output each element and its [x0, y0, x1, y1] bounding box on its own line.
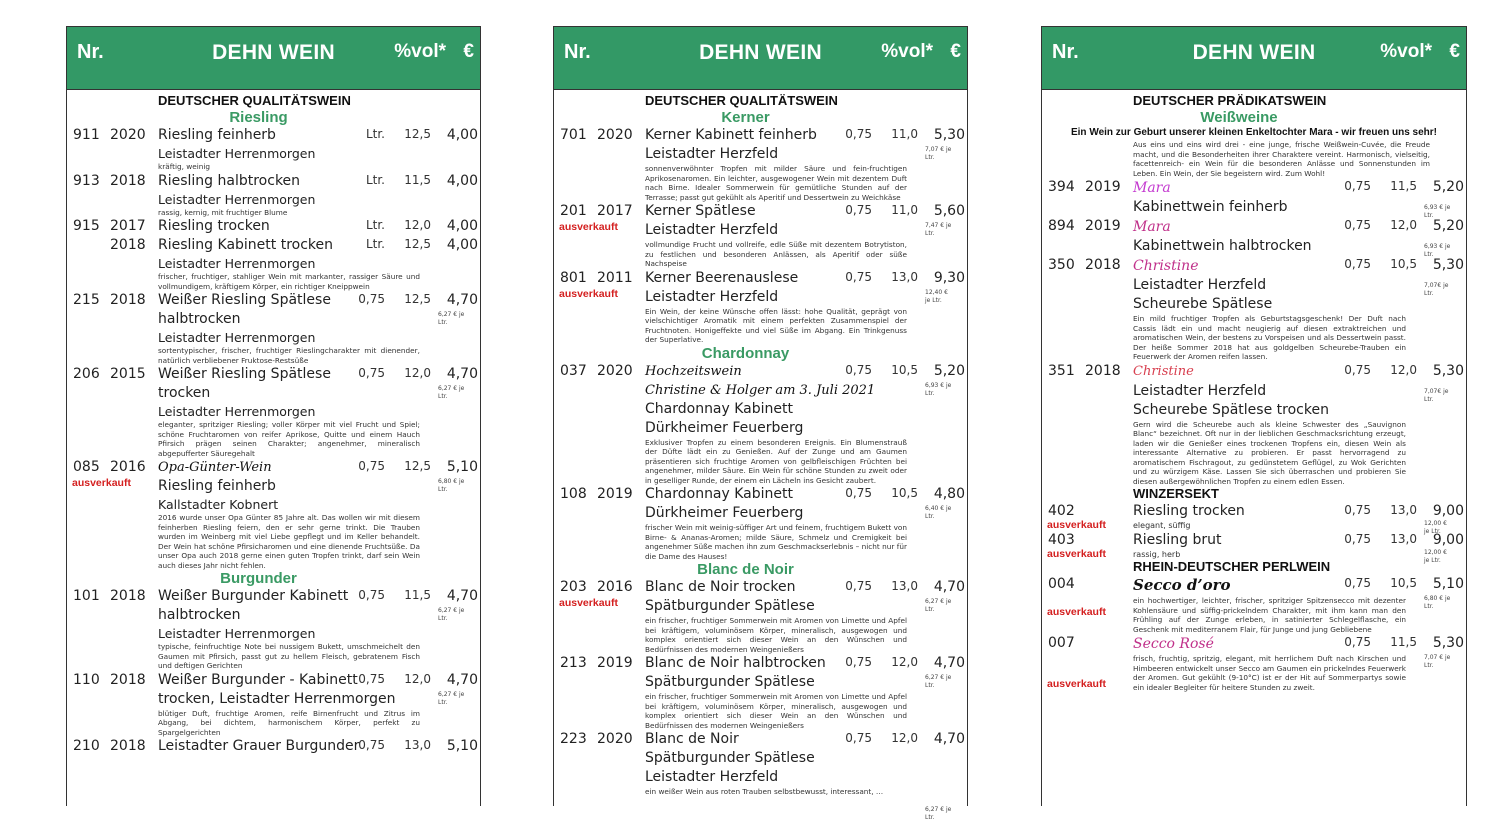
wine-entry [67, 671, 480, 738]
wine-entry [554, 362, 967, 486]
price-per-liter: 6,27 € je Ltr. [925, 598, 952, 613]
wine-entry [554, 269, 967, 345]
wine-alcohol: 11,0 [891, 203, 918, 217]
wine-price: 4,70 [446, 588, 478, 604]
header-title: DEHN WEIN [699, 41, 822, 64]
sold-out-badge: ausverkauft [72, 477, 131, 489]
wine-location: Leistadter Herzfeld [645, 222, 779, 238]
wine-location: Leistadter Herzfeld [645, 288, 779, 305]
wine-name: Scheurebe Spätlese [1133, 296, 1273, 312]
wine-name: trocken [158, 385, 211, 401]
wine-location: Dürkheimer Feuerberg [645, 505, 804, 521]
wine-special-name: Christine [1133, 363, 1194, 379]
wine-price: 4,00 [446, 127, 478, 143]
price-per-liter: 12,40 € je Ltr. [925, 288, 948, 304]
wine-description: Ein mild fruchtiger Tropfen als Geburtstagsgeschenk! Der Duft nach Cassis lädt ein und macht neugierig auf diesen extraktreichen und aromatischen Wein, der bestens zu Vorspeisen und als Dessertwein passt. Der heiße Sommer 2018 hat aus goldgelben Scheurebe-Trauben ein Feuerwerk der Aromen reifen lassen. [1133, 314, 1406, 361]
wine-size: 0,75 [845, 655, 872, 669]
wine-special-name: Mara [1133, 180, 1171, 196]
sold-out-badge: ausverkauft [1047, 606, 1106, 618]
wine-year: 2016 [110, 459, 146, 475]
wine-price: 9,30 [933, 269, 965, 286]
wine-location: Leistadter Herrenmorgen [158, 330, 316, 345]
wine-size: 0,75 [845, 203, 872, 217]
price-per-liter: 6,27 € je Ltr. [438, 690, 465, 706]
category-heading: DEUTSCHER QUALITÄTSWEIN [158, 93, 351, 108]
price-per-liter: 6,27 € je Ltr. [925, 806, 952, 821]
category-heading: DEUTSCHER QUALITÄTSWEIN [645, 93, 838, 108]
section-heading-blanc-de-noir: Blanc de Noir [697, 561, 794, 578]
wine-alcohol: 12,0 [404, 366, 431, 380]
wine-entry [67, 365, 480, 458]
section-heading-kerner: Kerner [721, 109, 770, 126]
wine-name: Weißer Riesling Spätlese [158, 366, 331, 382]
price-per-liter: 6,93 € je Ltr. [1424, 204, 1451, 219]
wine-size: 0,75 [358, 588, 385, 602]
wine-description: rassig, herb [1133, 549, 1181, 559]
sold-out-badge: ausverkauft [1047, 519, 1106, 531]
wine-price: 4,00 [446, 237, 478, 253]
wine-description: 2016 wurde unser Opa Günter 85 Jahre alt. Das wollen wir mit diesem feinherben Riesling feiern, den er sehr gerne trinkt. Die Trauben wurden im Weinberg mit viel Liebe gepflegt und im Keller behandelt. Der Wein hat schöne Pfirsicharomen und eine dienende Fruchtsüße. Da unser Opa auch 2018 gerne einen guten Tropfen trinkt, darf sein Wein auch dieses Jahr nicht fehlen. [158, 513, 420, 570]
wine-price: 5,10 [1432, 576, 1464, 592]
page-header [67, 27, 480, 90]
wine-size: 0,75 [358, 459, 385, 473]
wine-entry [554, 730, 967, 821]
wine-list-page-3 [1041, 26, 1467, 806]
wine-size: 0,75 [1344, 635, 1371, 649]
wine-size: 0,75 [845, 731, 872, 745]
wine-number: 911 [73, 127, 100, 143]
wine-location: Leistadter Herzfeld [645, 146, 779, 162]
wine-number: 223 [560, 731, 587, 747]
wine-size: Ltr. [365, 172, 385, 187]
wine-description: ein frischer, fruchtiger Sommerwein mit Aromen von Limette und Apfel bei kräftigem, voluminösem Körper, mineralisch, ausgewogen und komplex orientiert sich dieser Wein an den Wünschen und Bedürfnissen des modernen Weingenießers [645, 692, 907, 730]
header-vol: %vol* [1380, 41, 1432, 62]
wine-alcohol: 12,5 [404, 237, 431, 251]
wine-entry [1042, 634, 1466, 692]
wine-size: 0,75 [358, 366, 385, 380]
wine-location: Leistadter Herzfeld [1133, 382, 1267, 399]
wine-price: 5,30 [1432, 257, 1464, 273]
wine-year: 2018 [1085, 362, 1121, 379]
wine-number: 915 [73, 218, 100, 234]
wine-list-page-2 [553, 26, 968, 821]
wine-price: 5,30 [933, 127, 965, 143]
notice-text: Ein Wein zur Geburt unserer kleinen Enkeltochter Mara - wir freuen uns sehr! [1070, 127, 1437, 138]
wine-year: 2018 [110, 588, 146, 604]
wine-description: vollmundige Frucht und vollreife, edle Süße mit dezentem Botrytiston, zu festlichen und besonderen Anlässen, als Aperitif oder süße Nachspeise [645, 240, 907, 268]
sold-out-badge: ausverkauft [1047, 547, 1106, 560]
wine-number: 394 [1048, 179, 1075, 195]
wine-size: Ltr. [365, 237, 385, 251]
wine-year: 2016 [597, 579, 633, 595]
wine-name: Kerner Kabinett feinherb [645, 127, 817, 143]
wine-entry [554, 126, 967, 202]
wine-description: blütiger Duft, fruchtige Aromen, reife Birnenfrucht und Zitrus im Abgang, bei dichtem, harmonischem Körper, perfekt zu Spargelgerichten [158, 708, 420, 737]
wine-year: 2020 [597, 362, 633, 379]
wine-price: 5,30 [1432, 635, 1464, 651]
wine-price: 9,00 [1432, 503, 1464, 519]
wine-name: Weißer Riesling Spätlese [158, 292, 331, 308]
wine-location: Leistadter Herrenmorgen [158, 404, 316, 419]
price-per-liter: 7,07 € je Ltr. [1424, 654, 1451, 669]
wine-alcohol: 12,0 [891, 731, 918, 745]
wine-description: sonnenverwöhnter Tropfen mit milder Säure und fein-fruchtigen Aprikosenaromen. Ein leichter, ausgewogener Wein mit dezentem Duft nach Birne. Idealer Sommerwein für gemütliche Stunden auf der Terrasse; passt gut gekühlt als Aperitif und Dessertwein zu Weichkäse [645, 164, 907, 202]
price-per-liter: 12,00 € je Ltr. [1424, 548, 1447, 564]
wine-description: typische, feinfruchtige Note bei nussigem Bukett, umschmeichelt den Gaumen mit Pfirsich, passt gut zu hellem Fleisch, gebratenem Fisch und deftigen Gerichten [158, 642, 420, 670]
price-per-liter: 7,07€ je Ltr. [1424, 387, 1449, 403]
section-heading-burgunder: Burgunder [220, 570, 297, 587]
wine-list-page-1 [66, 26, 481, 806]
wine-name: Blanc de Noir [645, 731, 739, 747]
wine-entry [1042, 502, 1466, 535]
wine-special-name: Christine [1133, 258, 1199, 274]
wine-number: 350 [1048, 257, 1075, 273]
wine-location: Spätburgunder Spätlese [645, 750, 815, 766]
wine-year: 2018 [110, 172, 146, 189]
wine-size: Ltr. [365, 127, 385, 141]
wine-year: 2020 [110, 127, 146, 143]
wine-number: 085 [73, 459, 100, 475]
sold-out-badge: ausverkauft [559, 597, 618, 609]
wine-description: sortentypischer, frischer, fruchtiger Rieslingcharakter mit dienender, natürlich verbliebener Fruktose-Restsüße [158, 346, 420, 365]
wine-alcohol: 13,0 [1390, 503, 1417, 517]
wine-number: 004 [1048, 576, 1075, 592]
wine-name: halbtrocken [158, 607, 241, 623]
wine-entry [67, 458, 480, 570]
wine-size: 0,75 [1344, 531, 1371, 546]
category-heading-perlwein: RHEIN-DEUTSCHER PERLWEIN [1133, 559, 1331, 574]
wine-price: 5,10 [446, 459, 478, 475]
wine-special-name: Secco Rosé [1133, 636, 1214, 652]
price-per-liter: 7,07€ je Ltr. [1424, 282, 1449, 297]
wine-year: 2011 [597, 269, 633, 286]
wine-size: 0,75 [358, 671, 385, 686]
wine-price: 5,30 [1432, 362, 1464, 379]
wine-alcohol: 12,5 [404, 459, 431, 473]
wine-price: 9,00 [1432, 531, 1464, 548]
wine-size: 0,75 [845, 486, 872, 500]
price-per-liter: 6,27 € je Ltr. [925, 674, 952, 689]
wine-alcohol: 12,0 [1390, 218, 1417, 232]
wine-year: 2019 [597, 655, 633, 671]
wine-number: 894 [1048, 218, 1075, 234]
wine-price: 4,70 [446, 292, 478, 308]
wine-name: Riesling brut [1133, 531, 1222, 548]
wine-description: elegant, süffig [1133, 521, 1191, 530]
wine-number: 101 [73, 588, 100, 604]
wine-entry [1042, 256, 1466, 362]
wine-entry [554, 578, 967, 654]
wine-size: 0,75 [1344, 218, 1371, 232]
wine-price: 4,70 [933, 655, 965, 671]
price-per-liter: 6,80 € je Ltr. [438, 478, 465, 493]
wine-name: Blanc de Noir trocken [645, 579, 796, 595]
wine-alcohol: 13,0 [1390, 531, 1417, 546]
intro-text: Aus eins und eins wird drei - eine junge, frische Weißwein-Cuvée, die Freude macht, und die Besonderheiten ihrer Charaktere vereint. Harmonisch, vielseitig, facettenreich- ein Wein für die besonderen Anlässe und Sonnenstunden im Leben. Ein Wein, der Sie begeistern wird. Zum Wohl! [1133, 140, 1430, 178]
wine-alcohol: 12,5 [404, 127, 431, 141]
wine-special-name: Mara [1133, 219, 1171, 235]
wine-entry [1042, 217, 1466, 256]
wine-location: Dürkheimer Feuerberg [645, 419, 804, 436]
wine-alcohol: 12,5 [404, 292, 431, 306]
wine-price: 5,20 [1432, 179, 1464, 195]
price-per-liter: 7,07 € je Ltr. [925, 146, 952, 161]
wine-description: rassig, kernig, mit fruchtiger Blume [158, 207, 288, 217]
price-per-liter: 7,47 € je Ltr. [925, 222, 952, 237]
wine-year: 2018 [110, 292, 146, 308]
wine-price: 4,70 [446, 671, 478, 688]
wine-year: 2017 [597, 203, 633, 219]
price-per-liter: 12,00 € je Ltr. [1424, 520, 1447, 535]
wine-location: Leistadter Herzfeld [645, 769, 779, 785]
wine-description: frischer Wein mit weinig-süffiger Art und feinem, fruchtigem Bukett von Birne- & Ananas-Aromen; milde Säure, Schmelz und Cremigkeit bei angenehmer Süße machen ihn zum Geschmackserlebnis – nicht nur für die Dame des Hauses! [645, 523, 907, 561]
price-per-liter: 6,93 € je Ltr. [925, 381, 952, 397]
wine-size: 0,75 [358, 292, 385, 306]
wine-alcohol: 13,0 [891, 269, 918, 284]
wine-entry [67, 587, 480, 671]
wine-size: Ltr. [365, 218, 385, 232]
wine-description: Exklusiver Tropfen zu einem besonderen Ereignis. Ein Blumenstrauß der Düfte lädt ein zu Genießen. Auf der Zunge und am Gaumen präsentieren sich fruchtige Aromen von gelbfleischigen Früchten bei angenehmer, milder Säure. Ein Wein für schöne Stunden zu zweit oder in geselliger Runde, der einem ein Lächeln ins Gesicht zaubert. [645, 437, 907, 485]
wine-description: Gern wird die Scheurebe auch als kleine Schwester des „Sauvignon Blanc“ bezeichnet. Oft nur in der lieblichen Geschmacksrichtung erzeugt, laden wir die Genießer eines trockenen Tropfens ein, diesen Wein als interessante Alternative zu probieren. Er passt hervorragend zu aromatischem Fischragout, zu gedünstetem Geflügel, zu Wok Gerichten und zu würzigem Käse. Lassen Sie sich überraschen und probieren Sie diesen außergewöhnlichen Tropfen zu einem edlen Essen. [1133, 419, 1406, 486]
header-nr: Nr. [77, 41, 104, 63]
header-euro: € [463, 41, 474, 62]
wine-alcohol: 10,5 [1390, 576, 1417, 590]
price-per-liter: 6,27 € je Ltr. [438, 311, 465, 326]
wine-entry [554, 654, 967, 730]
wine-year: 2020 [597, 127, 633, 143]
wine-alcohol: 12,0 [404, 671, 431, 686]
category-heading-winzersekt: WINZERSEKT [1133, 486, 1219, 501]
section-heading-weissweine: Weißweine [1200, 109, 1278, 126]
wine-alcohol: 12,0 [404, 218, 431, 232]
wine-alcohol: 13,0 [891, 579, 918, 593]
wine-location: Spätburgunder Spätlese [645, 598, 815, 614]
wine-name: Scheurebe Spätlese trocken [1133, 401, 1329, 418]
wine-name: Kabinettwein feinherb [1133, 199, 1288, 215]
wine-number: 701 [560, 127, 587, 143]
wine-year: 2018 [110, 738, 146, 754]
wine-number: 913 [73, 172, 100, 189]
wine-description: Ein Wein, der keine Wünsche offen lässt: hohe Qualität, geprägt von vielschichtiger Aromatik mit einem perfekten Zusammenspiel der Fruchtnoten. Honigeffekte und viel Süße im Abgang. Ein Trinkgenuss der Superlative. [645, 306, 907, 344]
wine-size: 0,75 [845, 269, 872, 284]
wine-name: halbtrocken [158, 311, 241, 327]
section-heading-chardonnay: Chardonnay [701, 344, 790, 362]
wine-size: 0,75 [1344, 576, 1371, 590]
wine-location: Leistadter Herzfeld [1133, 277, 1267, 293]
wine-entry [554, 485, 967, 561]
wine-size: 0,75 [1344, 503, 1371, 517]
wine-year: 2015 [110, 366, 146, 382]
wine-year: 2019 [1085, 218, 1121, 234]
wine-location: Leistadter Herrenmorgen [158, 626, 316, 641]
wine-entry [1042, 178, 1466, 217]
wine-number: 206 [73, 366, 100, 382]
wine-alcohol: 13,0 [404, 738, 431, 752]
wine-size: 0,75 [358, 738, 385, 752]
wine-alcohol: 11,5 [1390, 635, 1417, 649]
wine-alcohol: 12,0 [891, 655, 918, 669]
wine-size: 0,75 [845, 579, 872, 593]
wine-name: Riesling trocken [158, 218, 270, 234]
wine-location: Leistadter Herrenmorgen [158, 191, 316, 207]
wine-name: Leistadter Grauer Burgunder [158, 738, 360, 754]
wine-number: 402 [1048, 503, 1075, 519]
wine-name: Chardonnay Kabinett [645, 486, 794, 502]
header-euro: € [950, 41, 961, 62]
wine-price: 5,60 [933, 203, 965, 219]
header-title: DEHN WEIN [212, 41, 335, 64]
wine-price: 4,80 [933, 486, 965, 502]
price-per-liter: 6,27 € je Ltr. [438, 607, 465, 622]
wine-price: 4,70 [933, 731, 965, 747]
header-title: DEHN WEIN [1192, 41, 1316, 64]
header-nr: Nr. [1052, 41, 1079, 63]
wine-number: 215 [73, 292, 100, 308]
wine-location: Spätburgunder Spätlese [645, 674, 815, 690]
wine-alcohol: 11,5 [1390, 179, 1417, 193]
wine-description: ein frischer, fruchtiger Sommerwein mit Aromen von Limette und Apfel bei kräftigem, voluminösem Körper, mineralisch, ausgewogen und komplex orientiert sich dieser Wein an den Wünschen und Bedürfnissen des modernen Weingenießers [645, 616, 907, 654]
wine-price: 4,70 [446, 366, 478, 382]
wine-name: Riesling feinherb [158, 478, 276, 494]
header-euro: € [1449, 41, 1460, 62]
wine-price: 4,70 [933, 579, 965, 595]
wine-description: eleganter, spritziger Riesling; voller Körper mit viel Frucht und Spiel; schöne Fruchtaromen von reifer Aprikose, Quitte und einem Hauch Pfirsich prägen seinen Charakter; angenehmer, mineralisch abgepufferter Säuregehalt [158, 420, 420, 458]
wine-size: 0,75 [845, 127, 872, 141]
wine-alcohol: 10,5 [891, 362, 918, 377]
wine-entry [1042, 531, 1466, 564]
wine-name: Riesling Kabinett trocken [158, 237, 334, 253]
wine-name: Weißer Burgunder - Kabinett [158, 671, 358, 688]
section-heading-riesling: Riesling [229, 109, 288, 126]
wine-alcohol: 11,5 [404, 172, 431, 187]
wine-description: ein hochwertiger, leichter, frischer, spritziger Spitzensecco mit dezenter Kohlensäure und süffig-prickelndem Charakter, mit ihm kann man den Frühling auf der Zunge erleben, in satinierter Schlegelflasche, ein Geschenk mit mediterranem Flair, für Junge und jung Gebliebene [1133, 596, 1406, 634]
wine-name: Kerner Beerenauslese [645, 269, 799, 286]
wine-number: 201 [560, 203, 587, 219]
wine-location: Kallstadter Kobnert [158, 497, 279, 512]
category-heading: DEUTSCHER PRÄDIKATSWEIN [1133, 93, 1327, 108]
wine-description: ein weißer Wein aus roten Trauben selbstbewusst, interessant, … [645, 787, 884, 796]
wine-size: 0,75 [1344, 179, 1371, 193]
price-per-liter: 6,80 € je Ltr. [1424, 595, 1451, 610]
wine-name: Weißer Burgunder Kabinett [158, 588, 349, 604]
price-per-liter: 6,93 € je Ltr. [1424, 243, 1451, 258]
header-nr: Nr. [564, 41, 591, 63]
wine-number: 110 [73, 671, 100, 688]
wine-entry [67, 737, 480, 756]
wine-year: 2017 [110, 218, 146, 234]
wine-description: frischer, fruchtiger, stahliger Wein mit markanter, rassiger Säure und vollmundigem, kräftigem Körper, ein richtiger Kneippwein [158, 272, 420, 291]
wine-name: trocken, Leistadter Herrenmorgen [158, 690, 396, 707]
wine-price: 4,00 [446, 172, 478, 189]
page-header [1042, 27, 1466, 90]
wine-name: Riesling feinherb [158, 127, 276, 143]
header-vol: %vol* [881, 41, 933, 62]
wine-size: 0,75 [1344, 257, 1371, 271]
wine-number: 801 [560, 269, 587, 286]
wine-price: 5,20 [1432, 218, 1464, 234]
wine-size: 0,75 [1344, 362, 1371, 377]
wine-year: 2018 [110, 671, 146, 688]
wine-special-name: Hochzeitswein [645, 363, 742, 379]
price-per-liter: 6,40 € je Ltr. [925, 505, 952, 520]
wine-year: 2018 [1085, 257, 1121, 273]
wine-entry [67, 217, 480, 291]
wine-dedication: Christine & Holger am 3. Juli 2021 [645, 382, 876, 398]
sold-out-badge: ausverkauft [559, 221, 618, 233]
wine-year: 2019 [1085, 179, 1121, 195]
wine-entry [67, 172, 480, 218]
wine-price: 5,10 [446, 738, 478, 754]
wine-number: 351 [1048, 362, 1075, 379]
price-per-liter: 6,27 € je Ltr. [438, 385, 465, 400]
wine-entry [1042, 362, 1466, 487]
wine-alcohol: 10,5 [1390, 257, 1417, 271]
wine-price: 4,00 [446, 218, 478, 234]
wine-number: 213 [560, 655, 587, 671]
sold-out-badge: ausverkauft [559, 287, 618, 300]
wine-alcohol: 11,0 [891, 127, 918, 141]
wine-price: 5,20 [933, 362, 965, 379]
wine-number: 403 [1048, 531, 1075, 548]
wine-alcohol: 12,0 [1390, 362, 1417, 377]
wine-year: 2020 [597, 731, 633, 747]
wine-special-name: Secco d’oro [1133, 576, 1231, 594]
wine-name: Chardonnay Kabinett [645, 400, 794, 417]
wine-entry [554, 202, 967, 269]
wine-number: 203 [560, 579, 587, 595]
wine-location: Leistadter Herrenmorgen [158, 146, 316, 161]
wine-special-name: Opa-Günter-Wein [158, 460, 272, 475]
sold-out-badge: ausverkauft [1047, 678, 1106, 690]
wine-description: frisch, fruchtig, spritzig, elegant, mit herrlichem Duft nach Kirschen und Himbeeren entwickelt unser Secco am Gaumen ein prickelndes Feuerwerk der Aromen. Gut gekühlt (9-10°C) ist er der Hit auf Sommerpartys sowie ein idealer Begleiter für heitere Stunden zu zweit. [1133, 654, 1406, 692]
wine-number: 210 [73, 738, 100, 754]
wine-year: 2018 [110, 237, 146, 253]
wine-number: 108 [560, 486, 587, 502]
wine-name: Riesling trocken [1133, 503, 1245, 519]
header-vol: %vol* [394, 41, 446, 62]
wine-entry [67, 291, 480, 365]
wine-name: Riesling halbtrocken [158, 172, 301, 189]
wine-location: Leistadter Herrenmorgen [158, 256, 316, 271]
page-header [554, 27, 967, 90]
wine-entry [67, 126, 480, 172]
wine-number: 037 [560, 362, 587, 379]
wine-name: Blanc de Noir halbtrocken [645, 655, 826, 671]
wine-alcohol: 11,5 [404, 588, 431, 602]
wine-name: Kerner Spätlese [645, 203, 756, 219]
wine-year: 2019 [597, 486, 633, 502]
wine-entry [1042, 575, 1466, 634]
wine-number: 007 [1048, 635, 1075, 651]
wine-alcohol: 10,5 [891, 486, 918, 500]
wine-description: kräftig, weinig [158, 162, 211, 171]
wine-name: Kabinettwein halbtrocken [1133, 238, 1312, 254]
wine-size: 0,75 [845, 362, 872, 377]
